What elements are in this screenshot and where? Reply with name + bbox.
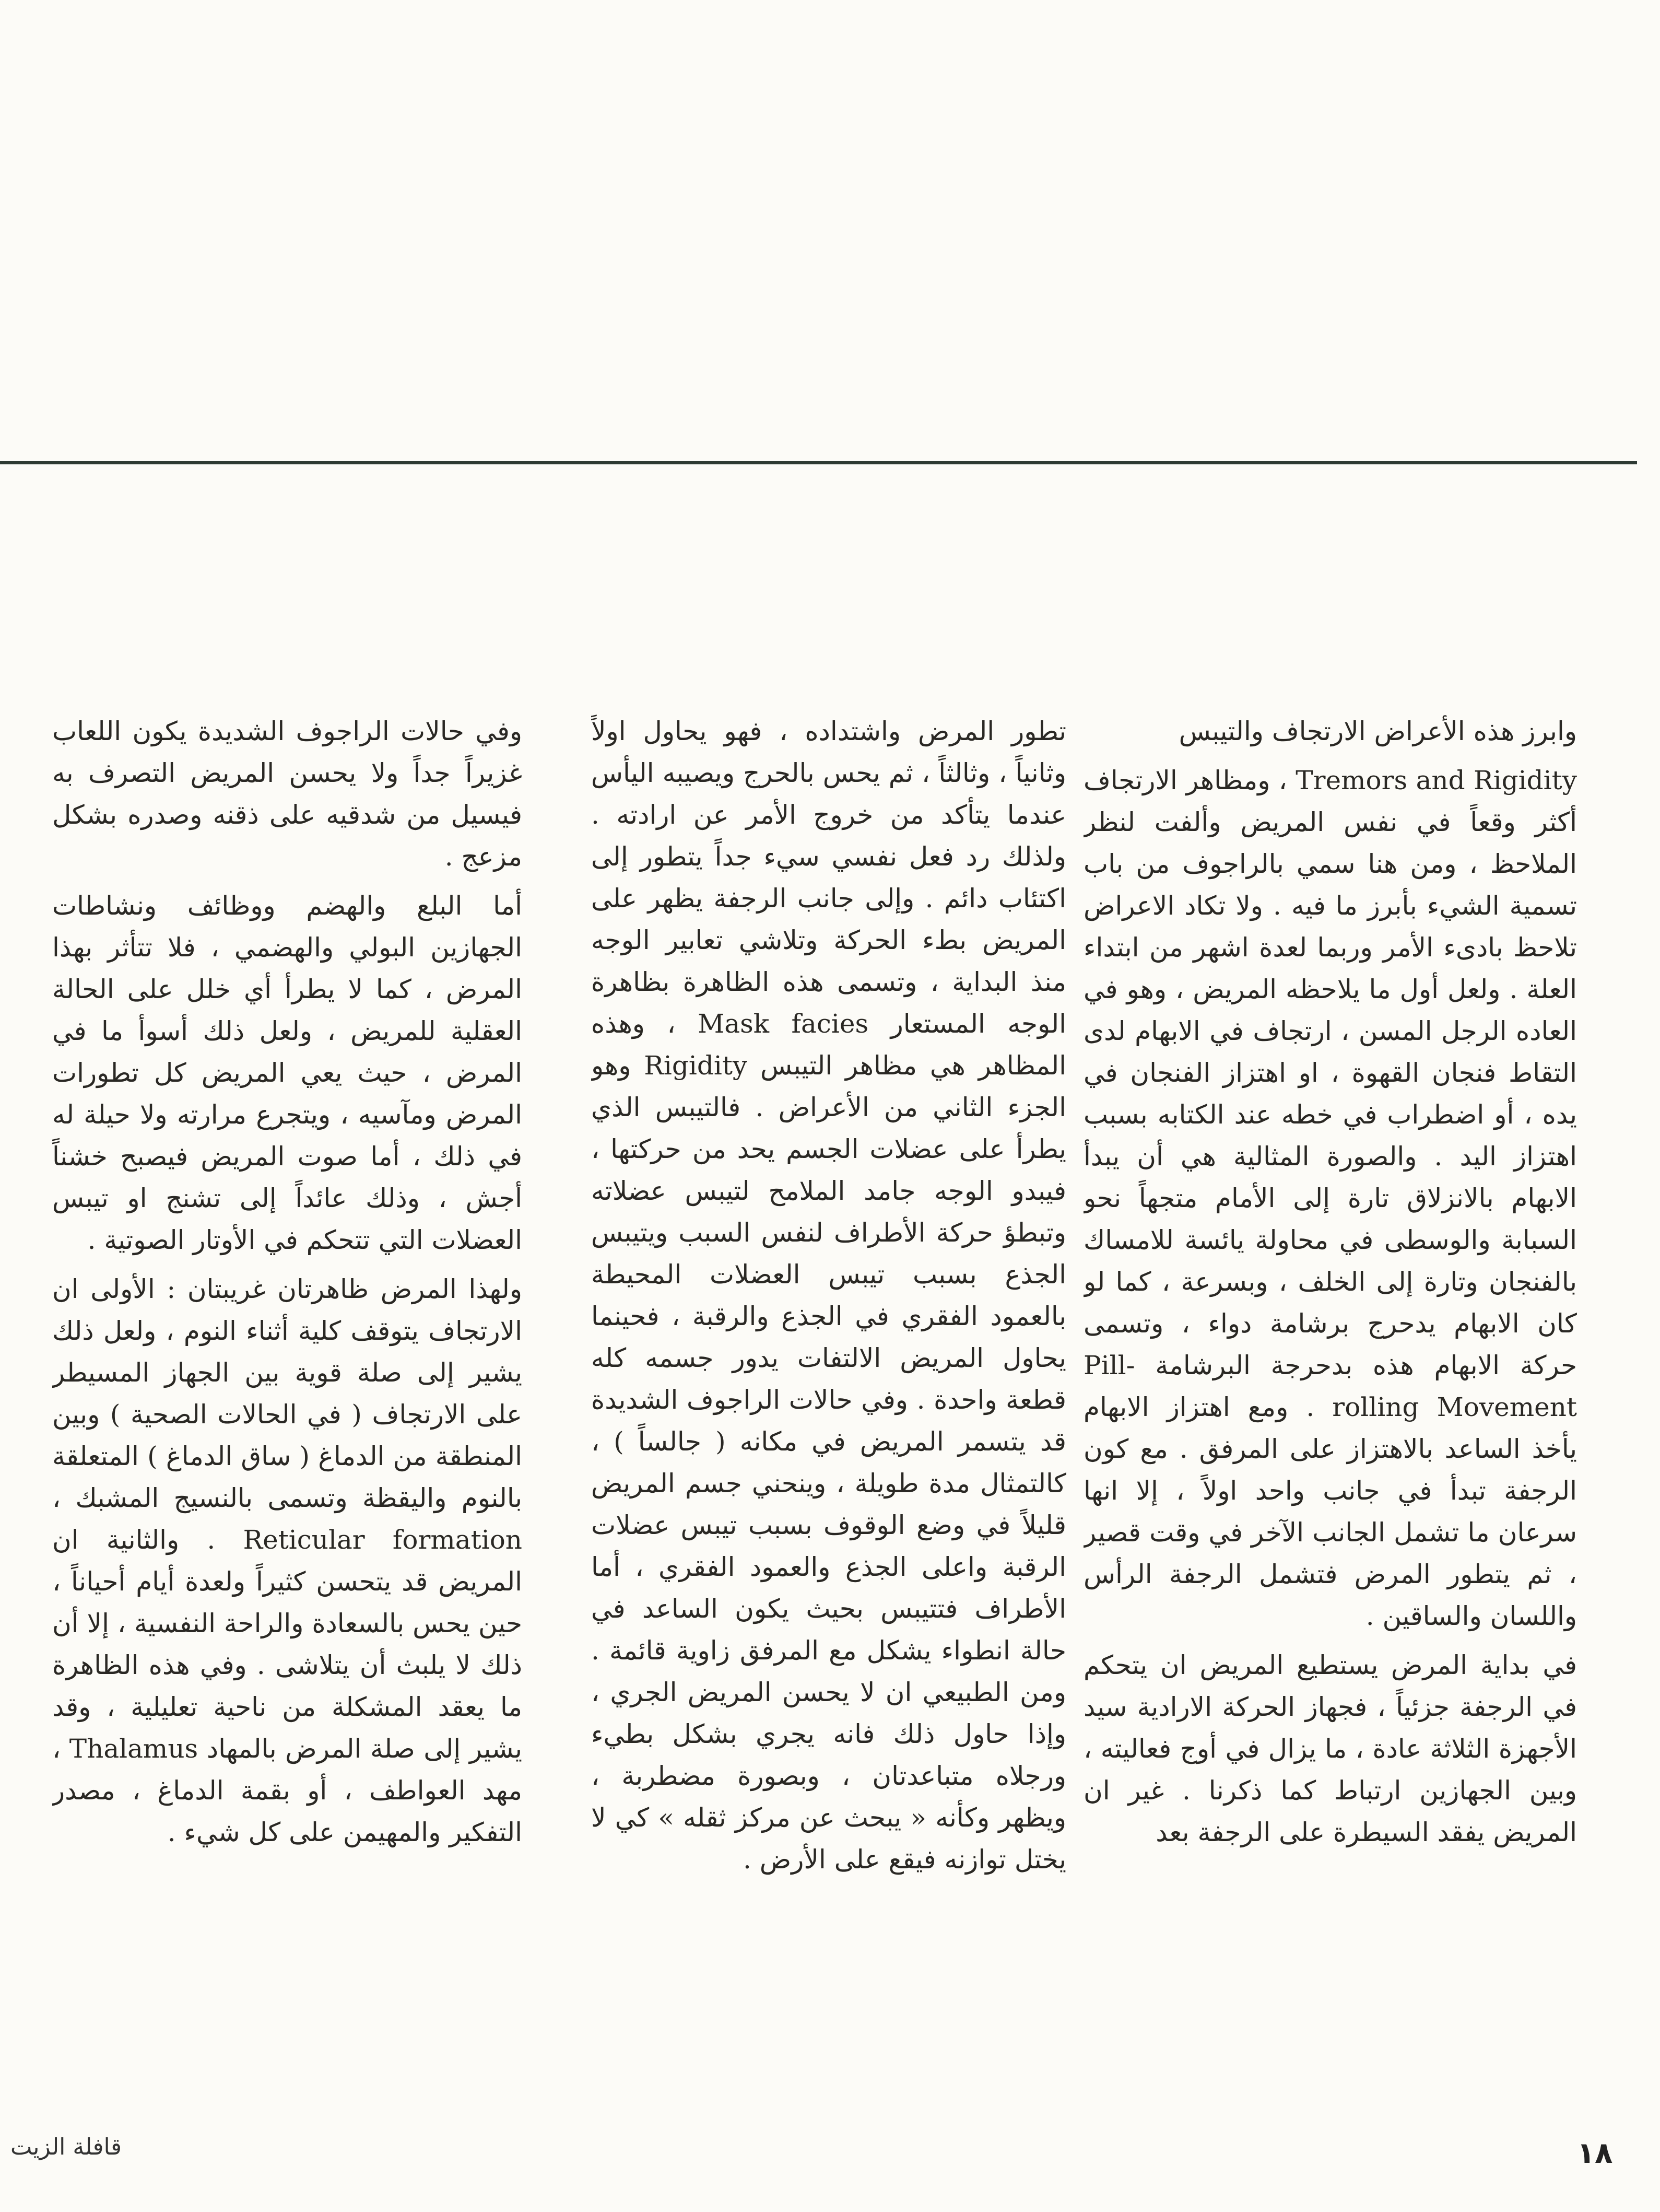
paragraph: أما البلع والهضم ووظائف ونشاطات الجهازين البولي والهضمي ، فلا تتأثر بهذا المرض ، كما لا يطرأ أي خلل على الحالة العقلية للمريض ، ولعل ذلك أسوأ ما في المرض ، حيث يعي المريض كل تطورات المرض ومآسيه ، ويتجرع مرارته ولا حيلة له في ذلك ، أما صوت المريض فيصبح خشناً أجش ، وذلك عائداً إلى تشنج او تيبس العضلات التي تتحكم في الأوتار الصوتية .	[52, 891, 522, 1255]
paragraph: Tremors and Rigidity ، ومظاهر الارتجاف أكثر وقعاً في نفس المريض وألفت لنظر الملاحظ ، ومن هنا سمي بالراجوف من باب تسمية الشيء بأبرز ما فيه . ولا تكاد الاعراض تلاحظ بادىء الأمر وربما لعدة اشهر من ابتداء العلة . ولعل أول ما يلاحظه المريض ، وهو في العاده الرجل المسن ، ارتجاف في الابهام لدى التقاط فنجان القهوة ، او اهتزاز الفنجان في يده ، أو اضطراب في خطه عند الكتابه بسبب اهتزاز اليد . والصورة المثالية هي أن يبدأ الابهام بالانزلاق تارة إلى الأمام متجهاً نحو السبابة والوسطى في محاولة يائسة للامساك بالفنجان وتارة إلى الخلف ، وبسرعة ، كما لو كان الابهام يدحرج برشامة دواء ، وتسمى حركة الابهام هذه بدحرجة البرشامة Pill-rolling Movement . ومع اهتزاز الابهام يأخذ الساعد بالاهتزاز على المرفق . مع كون الرجفة تبدأ في جانب واحد اولاً ، إلا انها سرعان ما تشمل الجانب الآخر في وقت قصير ، ثم يتطور المرض فتشمل الرجفة الرأس واللسان والساقين .	[1084, 765, 1577, 1631]
paragraph: في بداية المرض يستطيع المريض ان يتحكم في الرجفة جزئياً ، فجهاز الحركة الارادية سيد الأجهزة الثلاثة عادة ، ما يزال في أوج فعاليته ، وبين الجهازين ارتباط كما ذكرنا . غير ان المريض يفقد السيطرة على الرجفة بعد	[1084, 1650, 1577, 1847]
paragraph: ولهذا المرض ظاهرتان غريبتان : الأولى ان الارتجاف يتوقف كلية أثناء النوم ، ولعل ذلك يشير إلى صلة قوية بين الجهاز المسيطر على الارتجاف ( في الحالات الصحية ) وبين المنطقة من الدماغ ( ساق الدماغ ) المتعلقة بالنوم واليقظة وتسمى بالنسيج المشبك ، Reticular formation . والثانية ان المريض قد يتحسن كثيراً ولعدة أيام أحياناً ، حين يحس بالسعادة والراحة النفسية ، إلا أن ذلك لا يلبث أن يتلاشى . وفي هذه الظاهرة ما يعقد المشكلة من ناحية تعليلية ، وقد يشير إلى صلة المرض بالمهاد Thalamus ، مهد العواطف ، أو بقمة الدماغ ، مصدر التفكير والمهيمن على كل شيء .	[52, 1274, 522, 1847]
page-number: ١٨	[1577, 2136, 1613, 2170]
text-column-left	[52, 710, 522, 2066]
magazine-title: قافلة الزيت	[10, 2134, 122, 2160]
text-column-right	[1084, 710, 1577, 2066]
paragraph: وفي حالات الراجوف الشديدة يكون اللعاب غزيراً جداً ولا يحسن المريض التصرف به فيسيل من شدقيه على ذقنه وصدره بشكل مزعج .	[52, 716, 522, 872]
paragraph: تطور المرض واشتداده ، فهو يحاول اولاً وثانياً ، وثالثاً ، ثم يحس بالحرج ويصيبه اليأس عندما يتأكد من خروج الأمر عن ارادته . ولذلك رد فعل نفسي سيء جداً يتطور إلى اكتئاب دائم . وإلى جانب الرجفة يظهر على المريض بطء الحركة وتلاشي تعابير الوجه منذ البداية ، وتسمى هذه الظاهرة بظاهرة الوجه المستعار Mask facies ، وهذه المظاهر هي مظاهر التيبس Rigidity وهو الجزء الثاني من الأعراض . فالتيبس الذي يطرأ على عضلات الجسم يحد من حركتها ، فيبدو الوجه جامد الملامح لتيبس عضلاته وتبطؤ حركة الأطراف لنفس السبب ويتيبس الجذع بسبب تيبس العضلات المحيطة بالعمود الفقري في الجذع والرقبة ، فحينما يحاول المريض الالتفات يدور جسمه كله قطعة واحدة . وفي حالات الراجوف الشديدة قد يتسمر المريض في مكانه ( جالساً ) ، كالتمثال مدة طويلة ، وينحني جسم المريض قليلاً في وضع الوقوف بسبب تيبس عضلات الرقبة واعلى الجذع والعمود الفقري ، أما الأطراف فتتيبس بحيث يكون الساعد في حالة انطواء يشكل مع المرفق زاوية قائمة . ومن الطبيعي ان لا يحسن المريض الجري ، وإذا حاول ذلك فانه يجري بشكل بطيء ورجلاه متباعدتان ، وبصورة مضطربة ، ويظهر وكأنه « يبحث عن مركز ثقله » كي لا يختل توازنه فيقع على الأرض .	[591, 716, 1066, 1875]
text-column-middle	[591, 710, 1066, 2066]
paragraph: وابرز هذه الأعراض الارتجاف والتيبس	[1179, 716, 1577, 746]
horizontal-rule	[0, 461, 1637, 464]
